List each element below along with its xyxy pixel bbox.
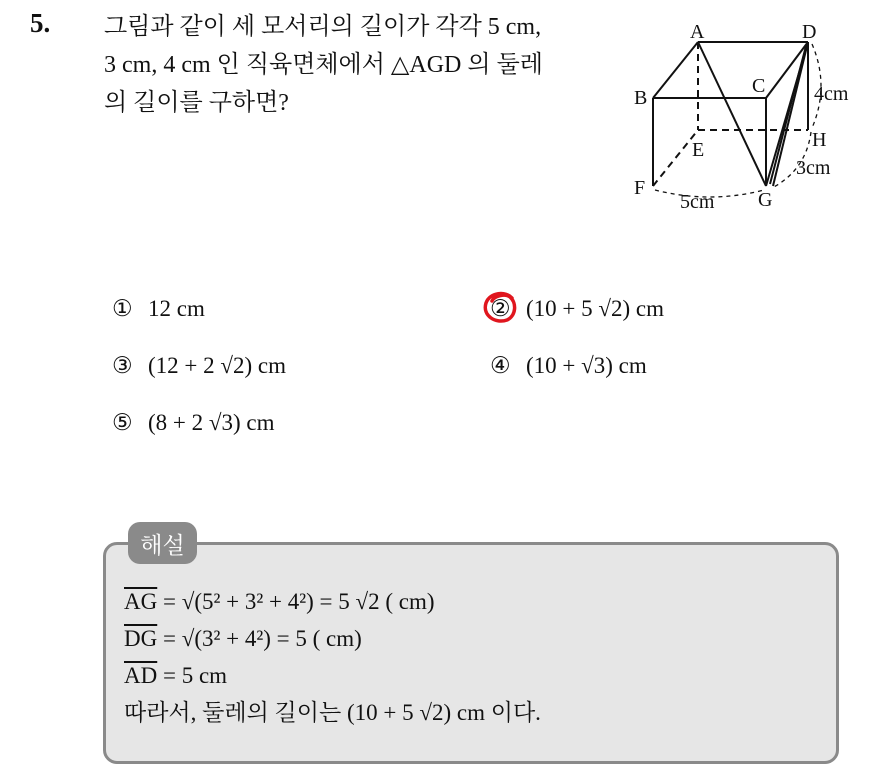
answer-circle-icon [482,289,518,325]
dim-label-width: 5cm [680,191,715,213]
choice-mark: ④ [490,353,511,378]
segment-ad: $\overline{AD}$ [124,663,158,688]
vertex-label-c: C [752,75,766,97]
dim-label-depth: 3cm [796,157,831,179]
solution-line-ag [124,583,541,620]
vertex-label-a: A [690,21,705,43]
question-line: 그림과 같이 세 모서리의 길이가 각각 5 cm, [104,14,542,40]
vertex-label-b: B [634,87,648,109]
equation-ag: = √(5² + 3² + 4²) = 5 √2 ( cm) [157,589,435,614]
vertex-label-d: D [802,21,817,43]
segment-dg: $\overline{DG}$ [124,626,158,651]
segment-ag: $\overline{AG}$ [124,589,158,614]
vertex-label-f: F [634,177,646,199]
solution-tag: 해설 [128,522,197,564]
choice-text: 12 cm [148,296,205,321]
cuboid-figure [628,20,868,216]
question-line: 3 cm, 4 cm 인 직육면체에서 △AGD 의 둘레 [104,52,543,78]
choice-mark: ⑤ [112,410,133,435]
choice-3[interactable] [112,353,286,379]
choice-text: (10 + 5 √2) cm [526,296,665,321]
choice-mark: ① [112,296,133,321]
choice-text: (8 + 2 √3) cm [148,410,275,435]
dim-label-height: 4cm [814,83,849,105]
solution-line-ad [124,657,541,694]
vertex-label-e: E [692,139,705,161]
solution-content [124,583,541,731]
question-text [104,8,604,122]
vertex-label-h: H [812,129,827,151]
equation-ad: = 5 cm [157,663,228,688]
solution-conclusion: 따라서, 둘레의 길이는 (10 + 5 √2) cm 이다. [124,700,541,725]
equation-dg: = √(3² + 4²) = 5 ( cm) [157,626,362,651]
solution-line-dg [124,620,541,657]
choice-text: (10 + √3) cm [526,353,647,378]
choice-text: (12 + 2 √2) cm [148,353,287,378]
vertex-label-g: G [758,189,773,211]
choice-1[interactable] [112,296,205,322]
choice-5[interactable] [112,410,275,436]
choice-4[interactable] [490,353,647,379]
question-line: 의 길이를 구하면? [104,90,289,116]
choice-mark: ③ [112,353,133,378]
choice-mark: ② [490,296,511,321]
question-number: 5. [30,8,51,38]
